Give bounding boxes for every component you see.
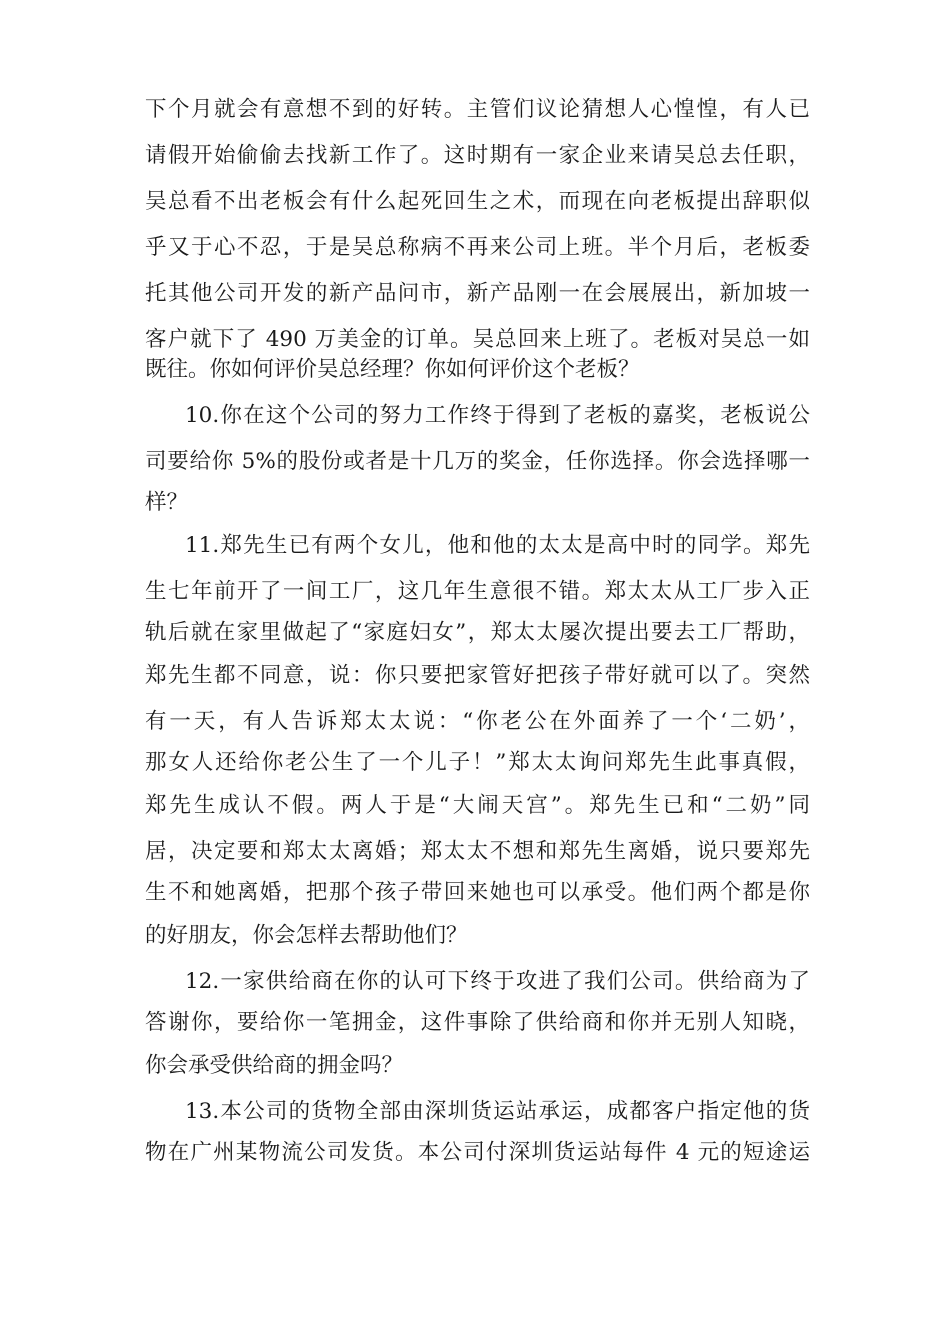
text-line: 郑先生成认不假。两人于是“大闹天宫”。郑先生已和“二奶”同 (145, 793, 810, 818)
text-line: 你会承受供给商的拥金吗？ (145, 1053, 404, 1078)
text-line: 乎又于心不忍，于是吴总称病不再来公司上班。半个月后，老板委 (145, 235, 810, 260)
text-line: 生不和她离婚，把那个孩子带回来她也可以承受。他们两个都是你 (145, 880, 810, 905)
text-line: 客户就下了 490 万美金的订单。吴总回来上班了。老板对吴总一如 (145, 327, 810, 352)
text-line: 请假开始偷偷去找新工作了。这时期有一家企业来请吴总去任职， (145, 143, 810, 168)
text-line: 吴总看不出老板会有什么起死回生之术，而现在向老板提出辞职似 (145, 189, 810, 214)
text-line: 样？ (145, 490, 189, 515)
question-11-line: 11.郑先生已有两个女儿，他和他的太太是高中时的同学。郑先 (185, 533, 810, 558)
text-line: 居，决定要和郑太太离婚；郑太太不想和郑先生离婚，说只要郑先 (145, 839, 810, 864)
text-line: 郑先生都不同意，说：你只要把家管好把孩子带好就可以了。突然 (145, 663, 810, 688)
text-line: 轨后就在家里做起了“家庭妇女”，郑太太屡次提出要去工厂帮助， (145, 620, 810, 645)
text-line: 那女人还给你老公生了一个儿子！”郑太太询问郑先生此事真假， (145, 750, 810, 775)
question-12-line: 12.一家供给商在你的认可下终于攻进了我们公司。供给商为了 (185, 969, 810, 994)
text-line: 司要给你 5%的股份或者是十几万的奖金，任你选择。你会选择哪一 (145, 449, 810, 474)
text-line: 既往。你如何评价吴总经理？你如何评价这个老板？ (145, 357, 640, 382)
text-line: 答谢你，要给你一笔拥金，这件事除了供给商和你并无别人知晓， (145, 1010, 810, 1035)
question-13-line: 13.本公司的货物全部由深圳货运站承运，成都客户指定他的货 (185, 1099, 810, 1124)
text-line: 物在广州某物流公司发货。本公司付深圳货运站每件 4 元的短途运 (145, 1140, 810, 1165)
text-line: 有一天，有人告诉郑太太说：“你老公在外面养了一个‘二奶’， (145, 709, 810, 734)
text-line: 托其他公司开发的新产品问市，新产品刚一在会展展出，新加坡一 (145, 281, 810, 306)
question-10-line: 10.你在这个公司的努力工作终于得到了老板的嘉奖，老板说公 (185, 403, 810, 428)
text-line: 下个月就会有意想不到的好转。主管们议论猜想人心惶惶，有人已 (145, 97, 810, 122)
text-line: 的好朋友，你会怎样去帮助他们？ (145, 923, 468, 948)
text-line: 生七年前开了一间工厂，这几年生意很不错。郑太太从工厂步入正 (145, 579, 810, 604)
